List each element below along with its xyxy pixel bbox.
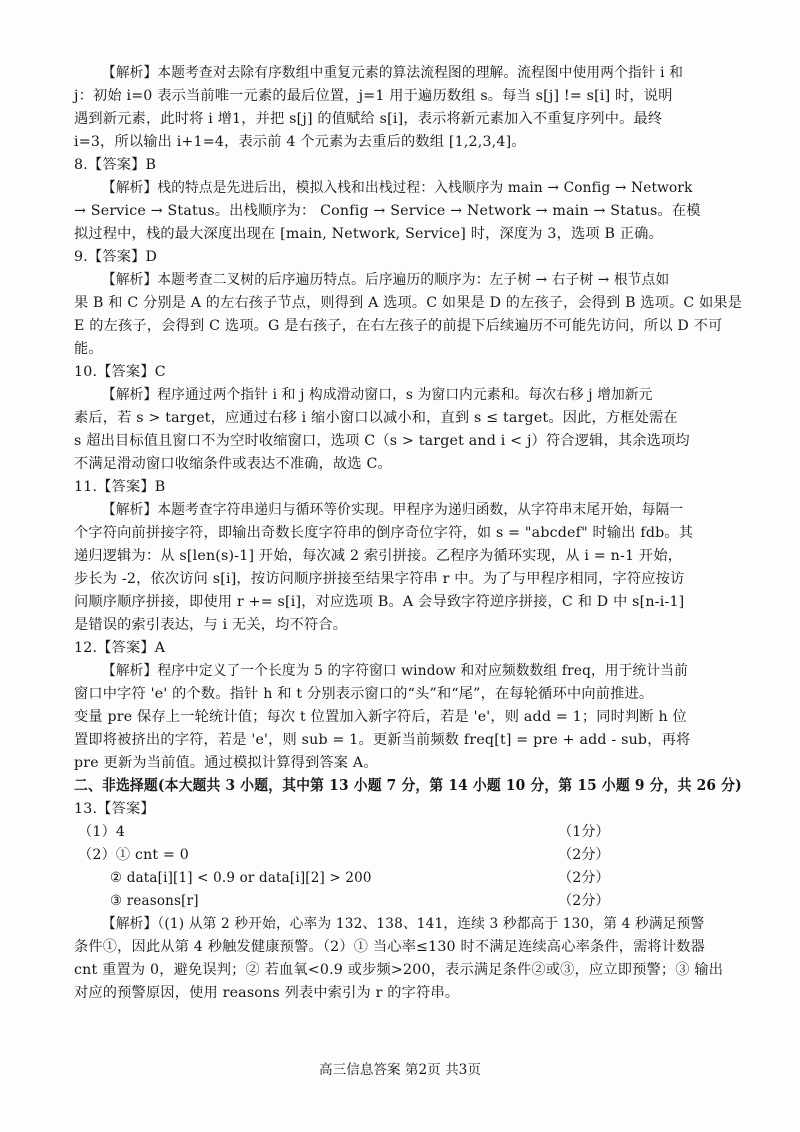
q10-analysis-line-4: 不满足滑动窗口收缩条件或表达不准确，故选 C。 [74, 456, 392, 472]
page-footer: 高三信息答案 第2页 共3页 [319, 1062, 481, 1078]
q13-part2-answer-1: （2）① cnt = 0 [78, 847, 189, 863]
q10-answer: 10.【答案】C [74, 364, 166, 380]
q12-analysis-line-2: 窗口中字符 'e' 的个数。指针 h 和 t 分别表示窗口的“头”和“尾”，在每轮循环中向前推进。 [74, 686, 654, 702]
q11-analysis-line-1: 【解析】本题考查字符串递归与循环等价实现。甲程序为递归函数，从字符串末尾开始，每隔一 [102, 502, 684, 518]
q9-analysis-line-4: 能。 [74, 341, 103, 357]
q10-analysis-line-3: s 超出目标值且窗口不为空时收缩窗口，选项 C（s > target and i < j）符合逻辑，其余选项均 [74, 433, 690, 449]
q13-analysis-line-2: 条件①，因此从第 4 秒触发健康预警。（2）① 当心率≤130 时不满足连续高心率条件，需将计数器 [74, 939, 706, 955]
q8-analysis-line-3: 拟过程中，栈的最大深度出现在 [main, Network, Service] 时，深度为 3，选项 B 正确。 [74, 226, 663, 242]
q13-part2-score-2: （2分） [558, 870, 610, 886]
q9-answer: 9.【答案】D [74, 249, 158, 265]
q12-analysis-line-3: 变量 pre 保存上一轮统计值；每次 t 位置加入新字符后，若是 'e'，则 add = 1；同时判断 h 位 [74, 709, 687, 725]
section-heading-non-choice: 二、非选择题(本大题共 3 小题，其中第 13 小题 7 分，第 14 小题 10 分，第 15 小题 9 分，共 26 分) [74, 777, 742, 794]
q7-analysis-line-4: i=3，所以输出 i+1=4，表示前 4 个元素为去重后的数组 [1,2,3,4]。 [74, 134, 526, 150]
q7-analysis-line-3: 遇到新元素，此时将 i 增1，并把 s[j] 的值赋给 s[i]，表示将新元素加入不重复序列中。最终 [74, 111, 663, 127]
q13-part2-answer-2: ② data[i][1] < 0.9 or data[i][2] > 200 [110, 870, 372, 886]
q13-part1-score: （1分） [558, 824, 610, 840]
q13-analysis-line-4: 对应的预警原因，使用 reasons 列表中索引为 r 的字符串。 [74, 985, 460, 1001]
q12-answer: 12.【答案】A [74, 640, 166, 656]
q9-analysis-line-1: 【解析】本题考查二叉树的后序遍历特点。后序遍历的顺序为：左子树 → 右子树 → 根节点如 [102, 272, 670, 288]
q11-analysis-line-3: 递归逻辑为：从 s[len(s)-1] 开始，每次减 2 索引拼接。乙程序为循环实现，从 i = n-1 开始， [74, 548, 683, 564]
q8-answer: 8.【答案】B [74, 157, 157, 173]
q9-analysis-line-3: E 的左孩子，会得到 C 选项。G 是右孩子，在右左孩子的前提下后续遍历不可能先访问，所以 D 不可 [74, 318, 723, 334]
q10-analysis-line-1: 【解析】程序通过两个指针 i 和 j 构成滑动窗口，s 为窗口内元素和。每次右移 j 增加新元 [102, 387, 653, 403]
q12-analysis-line-4: 置即将被挤出的字符，若是 'e'，则 sub = 1。更新当前频数 freq[t] = pre + add - sub，再将 [74, 732, 691, 748]
q13-answer-heading: 13.【答案】 [74, 801, 155, 817]
q11-analysis-line-2: 个字符向前拼接字符，即输出奇数长度字符串的倒序奇位字符，如 s = "abcdef" 时输出 fdb。其 [74, 525, 694, 541]
q11-answer: 11.【答案】B [74, 479, 166, 495]
q11-analysis-line-6: 是错误的索引表达，与 i 无关，均不符合。 [74, 617, 348, 633]
q13-part2-score-3: （2分） [558, 893, 610, 909]
q11-analysis-line-5: 问顺序顺序拼接，即使用 r += s[i]，对应选项 B。A 会导致字符逆序拼接，C 和 D 中 s[n-i-1] [74, 594, 685, 610]
q12-analysis-line-5: pre 更新为当前值。通过模拟计算得到答案 A。 [74, 755, 378, 771]
q13-part2-answer-3: ③ reasons[r] [110, 893, 199, 909]
q8-analysis-line-1: 【解析】栈的特点是先进后出，模拟入栈和出栈过程：入栈顺序为 main → Config → Network [102, 180, 693, 196]
q12-analysis-line-1: 【解析】程序中定义了一个长度为 5 的字符窗口 window 和对应频数数组 freq，用于统计当前 [102, 663, 688, 679]
q13-part1-answer: （1）4 [78, 824, 126, 840]
q10-analysis-line-2: 素后，若 s > target，应通过右移 i 缩小窗口以减小和，直到 s ≤ target。因此，方框处需在 [74, 410, 678, 426]
q13-analysis-line-1: 【解析】（(1) 从第 2 秒开始，心率为 132、138、141，连续 3 秒都高于 130，第 4 秒满足预警 [102, 916, 705, 932]
q11-analysis-line-4: 步长为 -2，依次访问 s[i]，按访问顺序拼接至结果字符串 r 中。为了与甲程序相同，字符应按访 [74, 571, 685, 587]
q13-analysis-line-3: cnt 重置为 0，避免误判；② 若血氧<0.9 或步频>200，表示满足条件②或③，应立即预警；③ 输出 [74, 962, 724, 978]
q9-analysis-line-2: 果 B 和 C 分别是 A 的左右孩子节点，则得到 A 选项。C 如果是 D 的左孩子，会得到 B 选项。C 如果是 [74, 295, 743, 311]
q8-analysis-line-2: → Service → Status。出栈顺序为： Config → Service → Network → main → Status。在模 [74, 203, 701, 219]
q13-part2-score-1: （2分） [558, 847, 610, 863]
q7-analysis-line-1: 【解析】本题考查对去除有序数组中重复元素的算法流程图的理解。流程图中使用两个指针 i 和 [102, 65, 684, 81]
q7-analysis-line-2: j：初始 i=0 表示当前唯一元素的最后位置，j=1 用于遍历数组 s。每当 s[j] != s[i] 时，说明 [74, 88, 673, 104]
